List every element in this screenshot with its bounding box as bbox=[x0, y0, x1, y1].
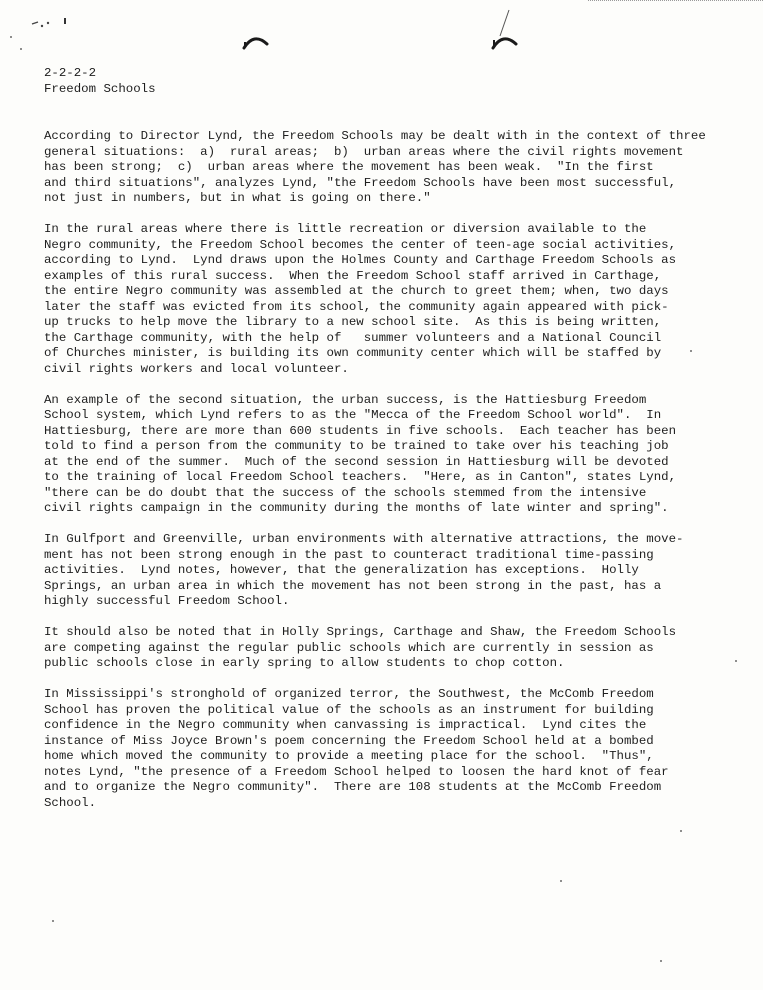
text-line: examples of this rural success. When the Freedom School staff arrived in Carthage, bbox=[44, 268, 662, 283]
text-line: According to Director Lynd, the Freedom Schools may be dealt with in the context of three bbox=[44, 129, 706, 143]
text-line: activities. Lynd notes, however, that the generalization has exceptions. Holly bbox=[44, 563, 639, 577]
text-line: It should also be noted that in Holly Springs, Carthage and Shaw, the Freedom Schools bbox=[44, 625, 677, 639]
text-line: civil rights workers and local volunteer. bbox=[44, 361, 349, 376]
text-line: up trucks to help move the library to a new school site. As this is being written, bbox=[44, 315, 662, 329]
text-line: In the rural areas where there is little recreation or diversion available to the bbox=[44, 222, 647, 236]
text-line: at the end of the summer. Much of the second session in Hattiesburg will be devoted bbox=[44, 454, 669, 469]
text-line: according to Lynd. Lynd draws upon the Holmes County and Carthage Freedom Schools as bbox=[44, 253, 677, 267]
binder-hole-mark-left bbox=[240, 30, 272, 52]
paragraph-public-schools bbox=[44, 625, 744, 672]
text-line: not just in numbers, but in what is going on there." bbox=[44, 191, 431, 205]
text-line: highly successful Freedom School. bbox=[44, 594, 290, 608]
scan-speck bbox=[52, 920, 54, 922]
text-line: School system, which Lynd refers to as the "Mecca of the Freedom School world". In bbox=[44, 408, 662, 422]
text-line: instance of Miss Joyce Brown's poem concerning the Freedom School held at a bombed bbox=[44, 733, 654, 748]
paragraph-gulfport-greenville bbox=[44, 532, 744, 610]
text-line: public schools close in early spring to allow students to chop cotton. bbox=[44, 656, 565, 670]
scan-artifact-top-left bbox=[28, 14, 74, 34]
text-line: general situations: a) rural areas; b) urban areas where the civil rights movement bbox=[44, 144, 684, 159]
text-line: and to organize the Negro community". There are 108 students at the McComb Freedom bbox=[44, 780, 662, 794]
text-line: of Churches minister, is building its own community center which will be staffed by bbox=[44, 346, 662, 360]
text-line: home which moved the community to provide a meeting place for the school. "Thus", bbox=[44, 749, 654, 763]
text-line: Hattiesburg, there are more than 600 students in five schools. Each teacher has been bbox=[44, 423, 677, 438]
text-line: has been strong; c) urban areas where the movement has been weak. "In the first bbox=[44, 160, 654, 174]
scan-dotted-edge bbox=[588, 0, 763, 1]
text-line: civil rights campaign in the community during the months of late winter and spring". bbox=[44, 501, 669, 515]
text-line: "there can be do doubt that the success of the schools stemmed from the intensive bbox=[44, 485, 647, 500]
text-line: Springs, an urban area in which the movement has not been strong in the past, has a bbox=[44, 578, 662, 593]
text-line: the entire Negro community was assembled at the church to greet them; when, two days bbox=[44, 284, 669, 298]
text-line: are competing against the regular public schools which are currently in session as bbox=[44, 640, 654, 655]
text-line: ment has not been strong enough in the past to counteract traditional time-passing bbox=[44, 547, 654, 562]
text-line: notes Lynd, "the presence of a Freedom School helped to loosen the hard knot of fear bbox=[44, 764, 669, 779]
scan-speck bbox=[680, 830, 682, 832]
text-line: to the training of local Freedom School teachers. "Here, as in Canton", states Lynd, bbox=[44, 470, 677, 484]
text-line: told to find a person from the community to be trained to take over his teaching job bbox=[44, 439, 669, 453]
paragraph-situations bbox=[44, 129, 744, 207]
scan-speck bbox=[660, 960, 662, 962]
paragraph-urban-success bbox=[44, 393, 744, 517]
page-title: Freedom Schools bbox=[44, 82, 156, 96]
text-line: In Gulfport and Greenville, urban environments with alternative attractions, the move- bbox=[44, 532, 684, 546]
text-line: Negro community, the Freedom School becomes the center of teen-age social activities, bbox=[44, 237, 677, 252]
text-line: In Mississippi's stronghold of organized terror, the Southwest, the McComb Freedom bbox=[44, 687, 654, 701]
text-line: School. bbox=[44, 795, 97, 810]
scan-speck bbox=[10, 36, 12, 38]
scan-speck bbox=[20, 48, 22, 50]
binder-hole-mark-right bbox=[488, 8, 522, 54]
text-line: later the staff was evicted from its school, the community again appeared with pick- bbox=[44, 299, 669, 314]
paragraph-mccomb bbox=[44, 687, 744, 811]
scan-speck bbox=[560, 880, 562, 882]
text-line: the Carthage community, with the help of summer volunteers and a National Council bbox=[44, 330, 662, 345]
page-number: 2-2-2-2 bbox=[44, 66, 97, 80]
document-body bbox=[44, 129, 744, 827]
text-line: and third situations", analyzes Lynd, "the Freedom Schools have been most successful, bbox=[44, 175, 677, 190]
text-line: confidence in the Negro community when canvassing is impractical. Lynd cites the bbox=[44, 718, 647, 732]
text-line: An example of the second situation, the urban success, is the Hattiesburg Freedom bbox=[44, 392, 647, 407]
text-line: School has proven the political value of the schools as an instrument for building bbox=[44, 702, 654, 717]
paragraph-rural-areas bbox=[44, 222, 744, 377]
